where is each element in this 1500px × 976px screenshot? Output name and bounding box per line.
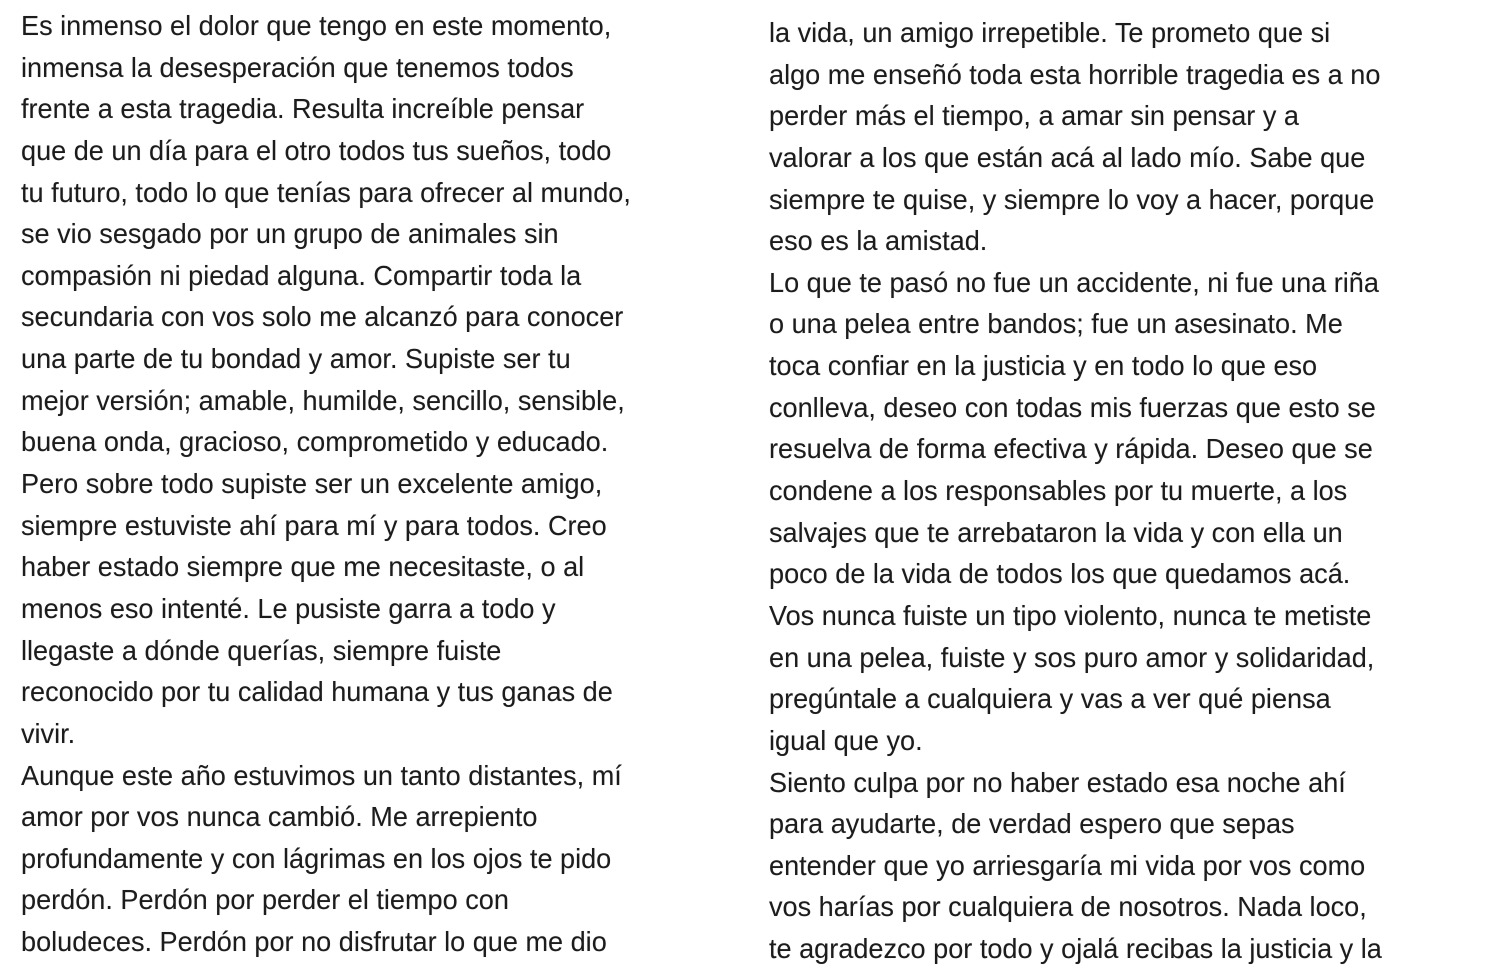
- text-line: salvajes que te arrebataron la vida y con ella un: [769, 516, 1343, 548]
- text-line: vivir.: [21, 717, 76, 749]
- text-line: vos harías por cualquiera de nosotros. Nada loco,: [769, 891, 1367, 923]
- text-line: Siento culpa por no haber estado esa noche ahí: [769, 766, 1346, 798]
- text-line: llegaste a dónde querías, siempre fuiste: [21, 634, 502, 666]
- text-line: Pero sobre todo supiste ser un excelente amigo,: [21, 468, 603, 500]
- text-line: Lo que te pasó no fue un accidente, ni fue una riña: [769, 266, 1379, 298]
- text-line: valorar a los que están acá al lado mío. Sabe que: [769, 141, 1366, 173]
- text-line: algo me enseñó toda esta horrible tragedia es a no: [769, 58, 1381, 90]
- text-line: reconocido por tu calidad humana y tus ganas de: [21, 676, 613, 708]
- text-line: una parte de tu bondad y amor. Supiste ser tu: [21, 343, 571, 375]
- text-line: o una pelea entre bandos; fue un asesinato. Me: [769, 308, 1343, 340]
- text-line: inmensa la desesperación que tenemos todos: [21, 51, 574, 83]
- text-line: compasión ni piedad alguna. Compartir toda la: [21, 259, 582, 291]
- text-line: perder más el tiempo, a amar sin pensar y a: [769, 100, 1299, 132]
- text-line: amor por vos nunca cambió. Me arrepiento: [21, 801, 538, 833]
- text-line: eso es la amistad.: [769, 225, 988, 257]
- text-line: tu futuro, todo lo que tenías para ofrecer al mundo,: [21, 176, 631, 208]
- text-line: profundamente y con lágrimas en los ojos te pido: [21, 842, 612, 874]
- text-line: pregúntale a cualquiera y vas a ver qué piensa: [769, 683, 1331, 715]
- text-line: te agradezco por todo y ojalá recibas la justicia y la: [769, 933, 1382, 965]
- text-line: buena onda, gracioso, comprometido y educado.: [21, 426, 609, 458]
- text-line: secundaria con vos solo me alcanzó para conocer: [21, 301, 624, 333]
- text-line: Aunque este año estuvimos un tanto distantes, mí: [21, 759, 622, 791]
- text-line: Es inmenso el dolor que tengo en este momento,: [21, 10, 612, 41]
- text-line: se vio sesgado por un grupo de animales sin: [21, 218, 559, 250]
- text-line: siempre estuviste ahí para mí y para todos. Creo: [21, 509, 607, 541]
- text-line: Vos nunca fuiste un tipo violento, nunca te metiste: [769, 599, 1372, 631]
- text-line: en una pelea, fuiste y sos puro amor y solidaridad,: [769, 641, 1375, 673]
- text-line: perdón. Perdón por perder el tiempo con: [21, 884, 509, 916]
- text-line: menos eso intenté. Le pusiste garra a todo y: [21, 592, 556, 624]
- text-line: condene a los responsables por tu muerte, a los: [769, 475, 1348, 507]
- text-line: resuelva de forma efectiva y rápida. Deseo que se: [769, 433, 1373, 465]
- text-line: conlleva, deseo con todas mis fuerzas que esto se: [769, 391, 1376, 423]
- text-line: toca confiar en la justicia y en todo lo que eso: [769, 350, 1318, 382]
- text-line: haber estado siempre que me necesitaste, o al: [21, 551, 585, 583]
- text-line: la vida, un amigo irrepetible. Te prometo que si: [769, 17, 1331, 48]
- text-line: frente a esta tragedia. Resulta increíble pensar: [21, 93, 585, 125]
- right-text-column: [769, 12, 1489, 970]
- text-line: siempre te quise, y siempre lo voy a hacer, porque: [769, 183, 1375, 215]
- text-line: para ayudarte, de verdad espero que sepas: [769, 808, 1295, 840]
- left-text-column: [21, 5, 741, 963]
- text-line: boludeces. Perdón por no disfrutar lo que me dio: [21, 926, 607, 958]
- text-line: mejor versión; amable, humilde, sencillo, sensible,: [21, 384, 625, 416]
- text-line: poco de la vida de todos los que quedamos acá.: [769, 558, 1351, 590]
- text-line: que de un día para el otro todos tus sueños, todo: [21, 134, 612, 166]
- text-line: igual que yo.: [769, 724, 923, 756]
- text-line: entender que yo arriesgaría mi vida por vos como: [769, 849, 1366, 881]
